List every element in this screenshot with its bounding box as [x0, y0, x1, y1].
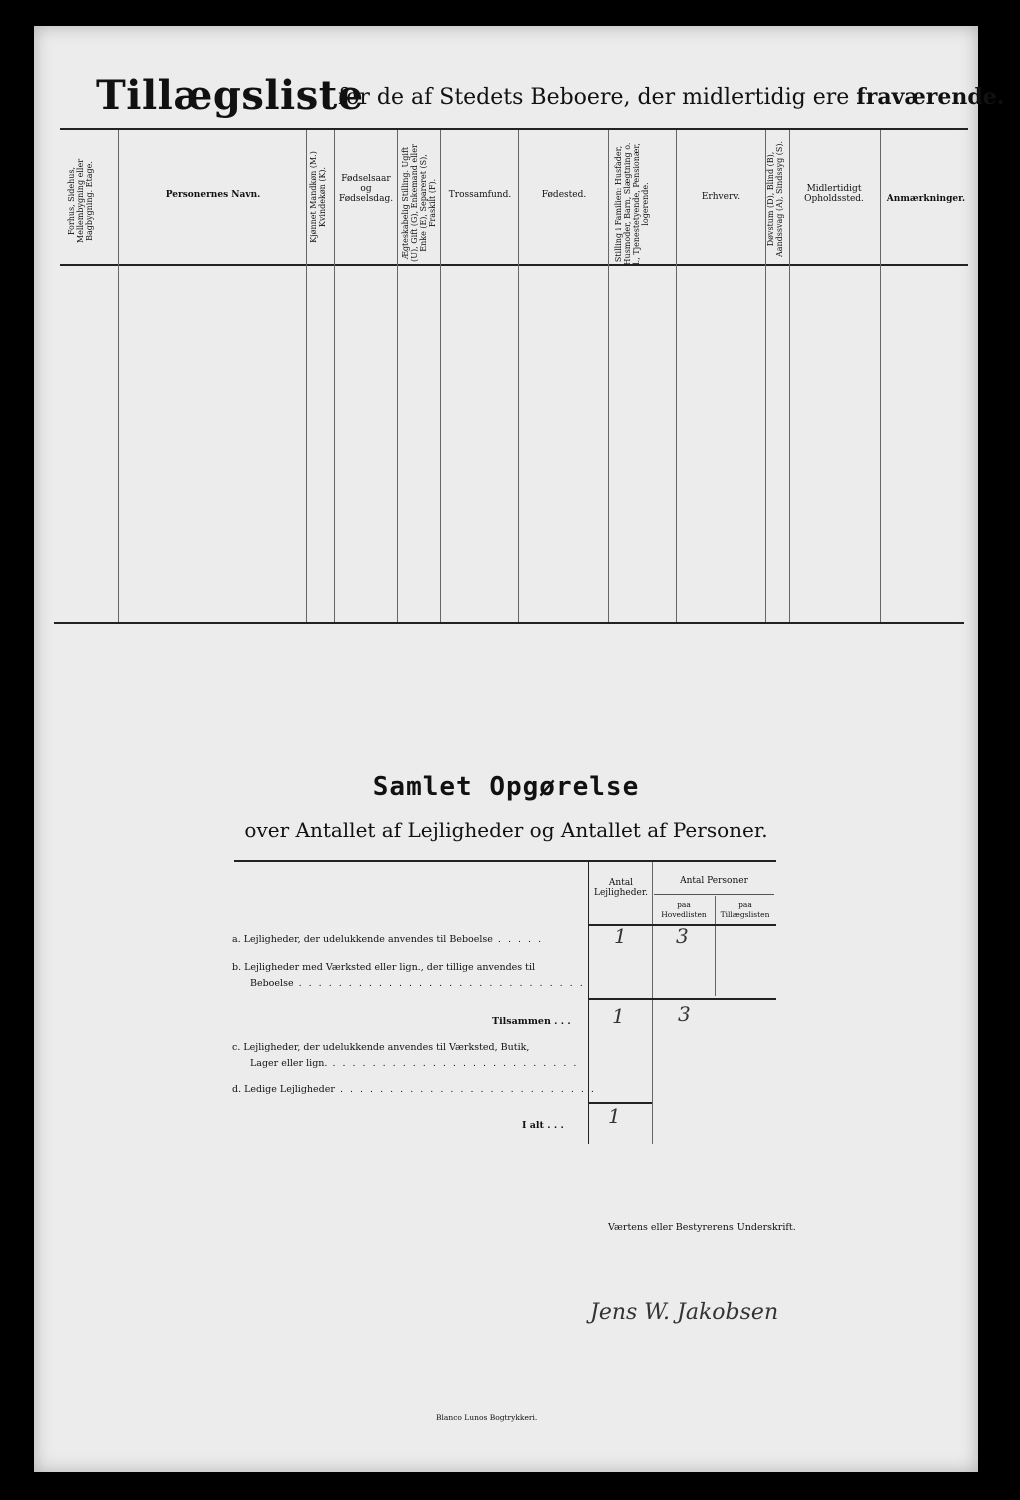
- summary-row-d: d. Ledige Lejligheder . . . . . . . . . . . . . . . . . . . . . . . . . .: [232, 1084, 596, 1095]
- col-sep: [789, 130, 790, 622]
- col-sep: [397, 130, 398, 622]
- summary-a-lejl: 1: [614, 924, 627, 948]
- col-sep: [306, 130, 307, 622]
- table-bottom-rule: [54, 622, 964, 624]
- summary-row-c-label1: c. Lejligheder, der udelukkende anvendes til Værksted, Butik,: [232, 1042, 530, 1053]
- summary-row-b-label1: b. Lejligheder med Værksted eller lign., der tillige anvendes til: [232, 962, 536, 973]
- col-header-kjon: Kjønnet Mandkøn (M.) Kvindekøn (K).: [309, 151, 327, 243]
- signature-label: Værtens eller Bestyrerens Underskrift.: [608, 1222, 796, 1233]
- summary-col-tillaeg: paa Tillægslisten: [720, 900, 770, 919]
- col-sep: [518, 130, 519, 622]
- summary-col-lejl: Antal Lejligheder.: [594, 878, 648, 898]
- col-sep: [880, 130, 881, 622]
- col-sep: [608, 130, 609, 622]
- summary-ialt-lejl: 1: [608, 1104, 621, 1128]
- form-subtitle: [338, 84, 1004, 110]
- summary-sep: [715, 896, 716, 996]
- col-header-fodsel: Fødselsaar og Fødselsdag.: [338, 174, 394, 204]
- col-header-erhverv: Erhverv.: [701, 192, 741, 202]
- col-header-familie: Stilling i Familien: Husfader, Husmoder, Barn, Slægtning o. l., Tjenestetyende, Pensionær, logerende.: [614, 142, 650, 266]
- summary-ialt-label: I alt: [522, 1120, 544, 1131]
- table-header-rule: [60, 264, 968, 266]
- summary-sep-h: [654, 894, 774, 895]
- col-sep: [334, 130, 335, 622]
- summary-row-b2: Beboelse . . . . . . . . . . . . . . . . . . . . . . . . . . . . .: [250, 978, 585, 989]
- col-header-navn: Personernes Navn.: [165, 190, 261, 200]
- summary-row-a: a. Lejligheder, der udelukkende anvendes til Beboelse . . . . .: [232, 934, 544, 945]
- summary-subtitle: over Antallet af Lejligheder og Antallet af Personer.: [244, 818, 768, 842]
- summary-col-hoved: paa Hovedlisten: [661, 900, 707, 919]
- signature-handwriting: Jens W. Jakobsen: [590, 1300, 779, 1325]
- summary-row-tilsammen: Tilsammen . . .: [492, 1016, 571, 1027]
- summary-row-a-label: a. Lejligheder, der udelukkende anvendes til Beboelse: [232, 934, 493, 945]
- col-header-sans: Døvstum (D), Blind (B), Aandssvag (A), Sindssyg (S).: [766, 140, 784, 258]
- summary-row-c-label2: Lager eller lign.: [250, 1058, 328, 1069]
- col-header-tro: Trossamfund.: [448, 190, 512, 200]
- col-header-fodested: Fødested.: [541, 190, 587, 200]
- col-sep: [676, 130, 677, 622]
- summary-tilsammen-hoved: 3: [678, 1002, 691, 1026]
- summary-row-c: [232, 1040, 529, 1055]
- summary-title: Samlet Opgørelse: [372, 772, 640, 802]
- form-title: Tillægsliste: [96, 72, 364, 119]
- summary-row-ialt: I alt . . .: [522, 1120, 564, 1131]
- summary-tilsammen-lejl: 1: [612, 1004, 625, 1028]
- summary-row-b-label2: Beboelse: [250, 978, 294, 989]
- col-header-ophold: Midlertidigt Opholdssted.: [804, 184, 864, 204]
- summary-sep: [652, 862, 653, 1144]
- summary-tilsammen-label: Tilsammen: [492, 1016, 551, 1027]
- summary-row-d-label: d. Ledige Lejligheder: [232, 1084, 335, 1095]
- col-sep: [440, 130, 441, 622]
- printer-imprint: Blanco Lunos Bogtrykkeri.: [436, 1413, 538, 1422]
- census-sheet: [34, 26, 1005, 1472]
- summary-row-c2: Lager eller lign. . . . . . . . . . . . . . . . . . . . . . . . . .: [250, 1058, 579, 1069]
- summary-row-b: [232, 960, 535, 975]
- table-top-rule: [60, 128, 968, 130]
- col-header-anm: Anmærkninger.: [886, 194, 966, 204]
- summary-a-hoved: 3: [676, 924, 689, 948]
- summary-subtotal-rule: [588, 998, 776, 1000]
- col-header-etage: Forhus, Sidehus, Mellembygning eller Bagbygning. Etage.: [67, 158, 94, 244]
- summary-top-rule: [234, 860, 776, 862]
- form-subtitle-text: for de af Stedets Beboere, der midlertidig ere: [338, 85, 850, 110]
- form-subtitle-bold: fraværende.: [856, 84, 1005, 110]
- summary-col-personer: Antal Personer: [680, 876, 748, 886]
- col-sep: [118, 130, 119, 622]
- col-header-stilling: Ægteskabelig Stilling. Ugift (U), Gift (G), Enkemand eller Enke (E), Separeret (S), Fraskilt (F).: [401, 144, 437, 262]
